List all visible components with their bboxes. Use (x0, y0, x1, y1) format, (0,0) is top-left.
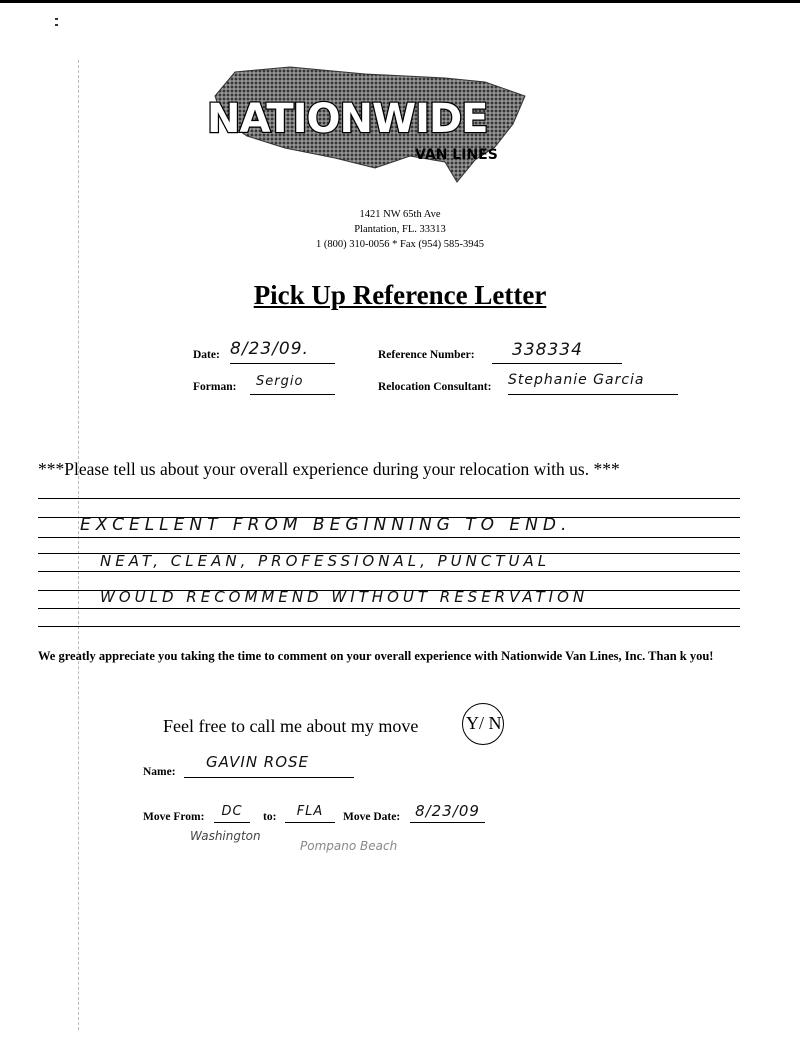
address-line-1: 1421 NW 65th Ave (359, 209, 441, 220)
name-label: Name: (143, 766, 176, 778)
move-date-label: Move Date: (343, 811, 401, 823)
top-border (0, 0, 800, 3)
appreciation-text: We greatly appreciate you taking the time to comment on your overall experience with Nationwide Van Lines, Inc. Than k you! (38, 649, 714, 663)
move-from-field: DC (214, 804, 250, 823)
comment-line (38, 571, 740, 572)
scan-left-rule (78, 60, 80, 1030)
relocation-consultant-label: Relocation Consultant: (378, 381, 492, 393)
company-address (200, 207, 600, 252)
comment-line (38, 537, 740, 538)
address-line-2: Plantation, FL. 33313 (354, 224, 446, 235)
move-date-field: 8/23/09 (410, 802, 485, 823)
logo-name: NATIONWIDE (207, 96, 488, 142)
foreman-label: Forman: (193, 381, 237, 393)
comment-line-3: WOULD RECOMMEND WITHOUT RESERVATION (100, 588, 589, 606)
move-to-label: to: (263, 811, 277, 823)
move-from-label: Move From: (143, 811, 205, 823)
address-line-3: 1 (800) 310-0056 * Fax (954) 585-3945 (316, 239, 484, 250)
reference-number-field: 338334 (492, 340, 622, 364)
move-from-note: Washington (190, 829, 261, 843)
call-me-text: Feel free to call me about my move (163, 716, 419, 736)
reference-number-label: Reference Number: (378, 349, 475, 361)
comment-line (38, 608, 740, 609)
date-label: Date: (193, 349, 220, 361)
experience-prompt: ***Please tell us about your overall experience during your relocation with us. *** (38, 459, 620, 479)
move-to-note: Pompano Beach (300, 839, 398, 853)
yes-no-options: Y/ N (466, 713, 502, 733)
company-logo (195, 62, 545, 197)
relocation-consultant-field: Stephanie Garcia (508, 372, 678, 395)
move-to-field: FLA (285, 804, 335, 823)
foreman-field: Sergio (250, 374, 335, 395)
comment-line (38, 626, 740, 627)
comment-line-1: EXCELLENT FROM BEGINNING TO END. (80, 515, 572, 535)
page-title: Pick Up Reference Letter (253, 280, 547, 310)
scan-mark (55, 18, 59, 32)
logo-subtitle: VAN LINES (415, 147, 498, 163)
name-field: GAVIN ROSE (184, 753, 354, 778)
comment-line (38, 498, 740, 499)
comment-line-2: NEAT, CLEAN, PROFESSIONAL, PUNCTUAL (100, 552, 551, 570)
date-field: 8/23/09. (230, 339, 335, 364)
